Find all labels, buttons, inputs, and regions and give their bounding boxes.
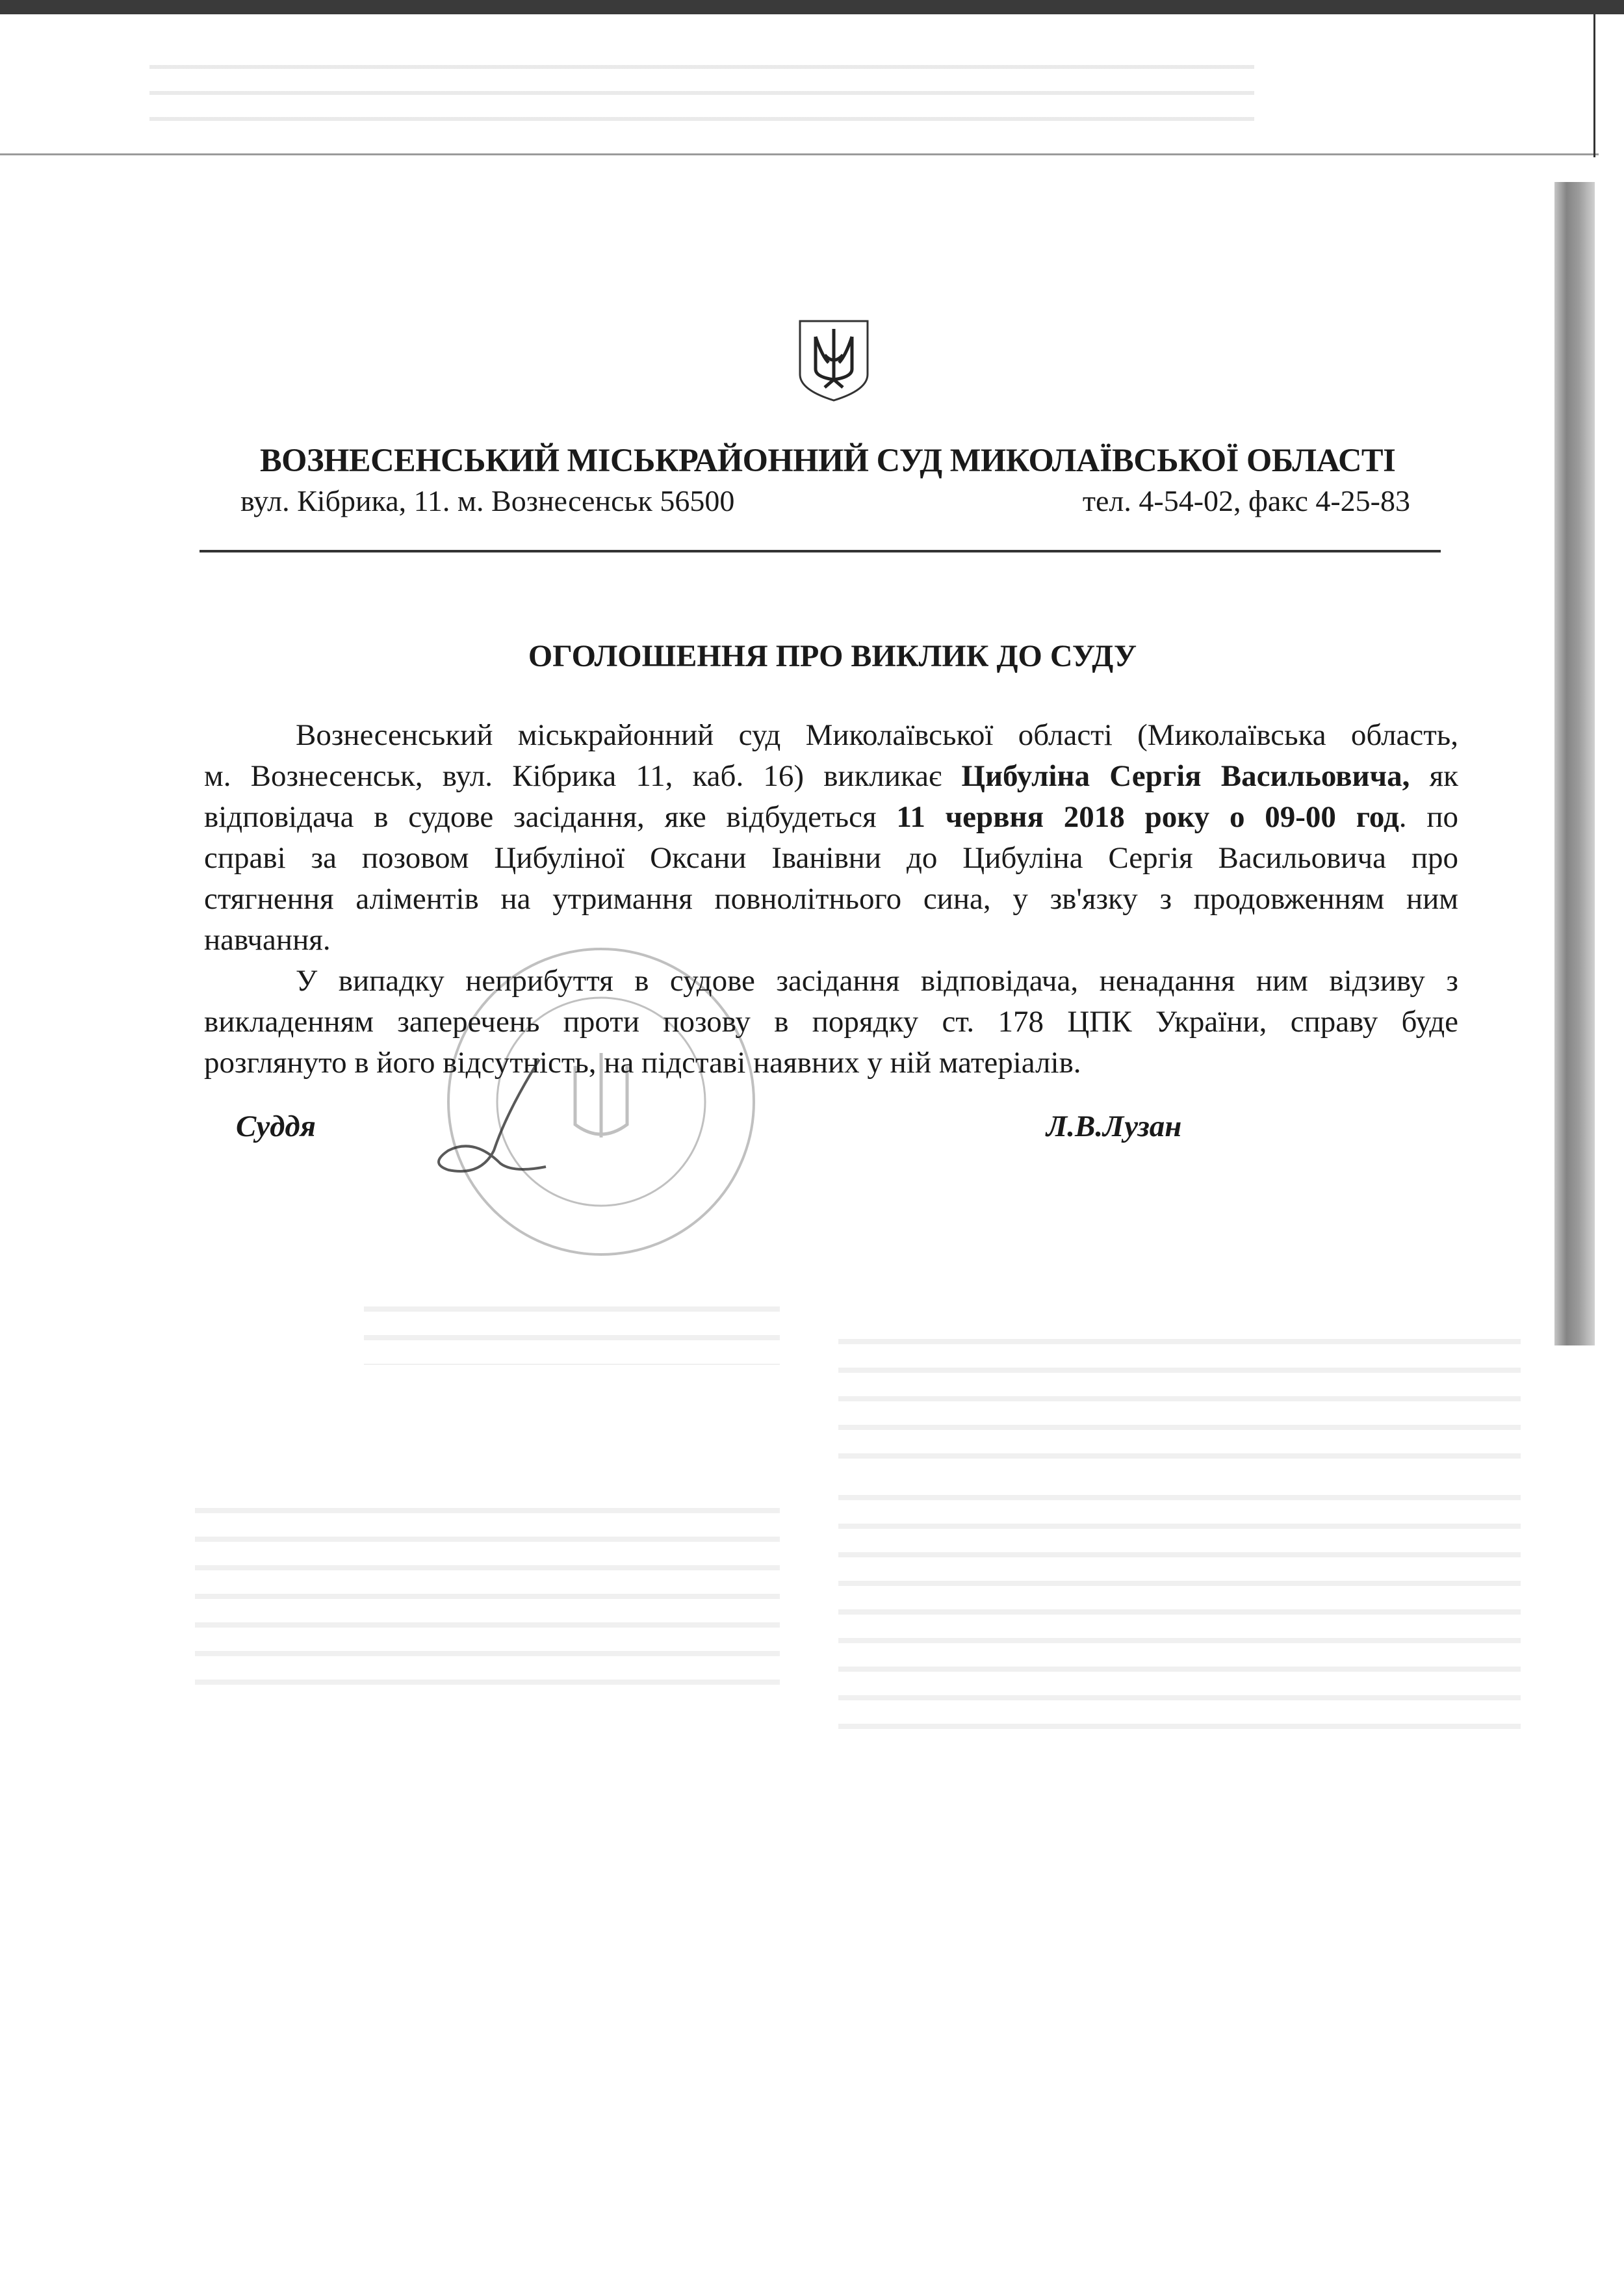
judge-name: Л.В.Лузан [1046,1110,1182,1143]
court-contacts [240,484,1410,518]
paragraph-line: розглянуто в його відсутність, на підставі наявних у ній матеріалів. [204,1046,1081,1080]
paragraph-line [204,797,1458,838]
paragraph-line: У випадку неприбуття в судове засідання відповідача, ненадання ним відзиву з [296,964,1458,998]
text: . по [1398,800,1458,834]
paragraph-line: Вознесенський міськрайонний суд Миколаївської області (Миколаївська область, [296,718,1458,752]
scan-edge-line [1593,14,1595,157]
paragraph-line: стягнення аліментів на утримання повнолітнього сина, у зв'язку з продовженням ним [204,882,1458,916]
paragraph-line: викладенням заперечень проти позову в порядку ст. 178 ЦПК України, справу буде [204,1005,1458,1039]
header-divider [200,550,1441,552]
hearing-date: 11 червня 2018 року о 09-00 год [896,800,1399,834]
paragraph-line [204,756,1458,797]
page-fold-line [0,153,1599,155]
notice-body [204,715,1458,1084]
signature-role: Суддя [236,1110,316,1143]
text: як [1410,759,1459,793]
court-name-heading: ВОЗНЕСЕНСЬКИЙ МІСЬКРАЙОННИЙ СУД МИКОЛАЇВСЬКОЇ ОБЛАСТІ [260,443,1396,479]
paragraph-line: навчання. [204,923,331,957]
text: м. Вознесенськ, вул. Кібрика 11, каб. 16) викликає [204,759,962,793]
show-through-text [364,1306,780,1365]
scan-shadow-strip [1554,182,1595,1345]
show-through-text [149,65,1254,123]
coat-of-arms-icon [796,317,871,403]
defendant-name: Цибуліна Сергія Васильовича, [961,759,1410,793]
court-address: вул. Кібрика, 11. м. Вознесенськ 56500 [240,484,735,517]
court-phone: тел. 4-54-02, факс 4-25-83 [1082,484,1410,517]
paragraph-line: справі за позовом Цибуліної Оксани Іванівни до Цибуліна Сергія Васильовича про [204,841,1458,875]
show-through-text [838,1495,1521,1742]
show-through-text [195,1508,780,1703]
text: відповідача в судове засідання, яке відбудеться [204,800,897,834]
handwritten-signature [429,1053,552,1183]
scan-top-edge [0,0,1624,14]
show-through-text [838,1339,1521,1469]
document-title: ОГОЛОШЕННЯ ПРО ВИКЛИК ДО СУДУ [528,639,1137,673]
